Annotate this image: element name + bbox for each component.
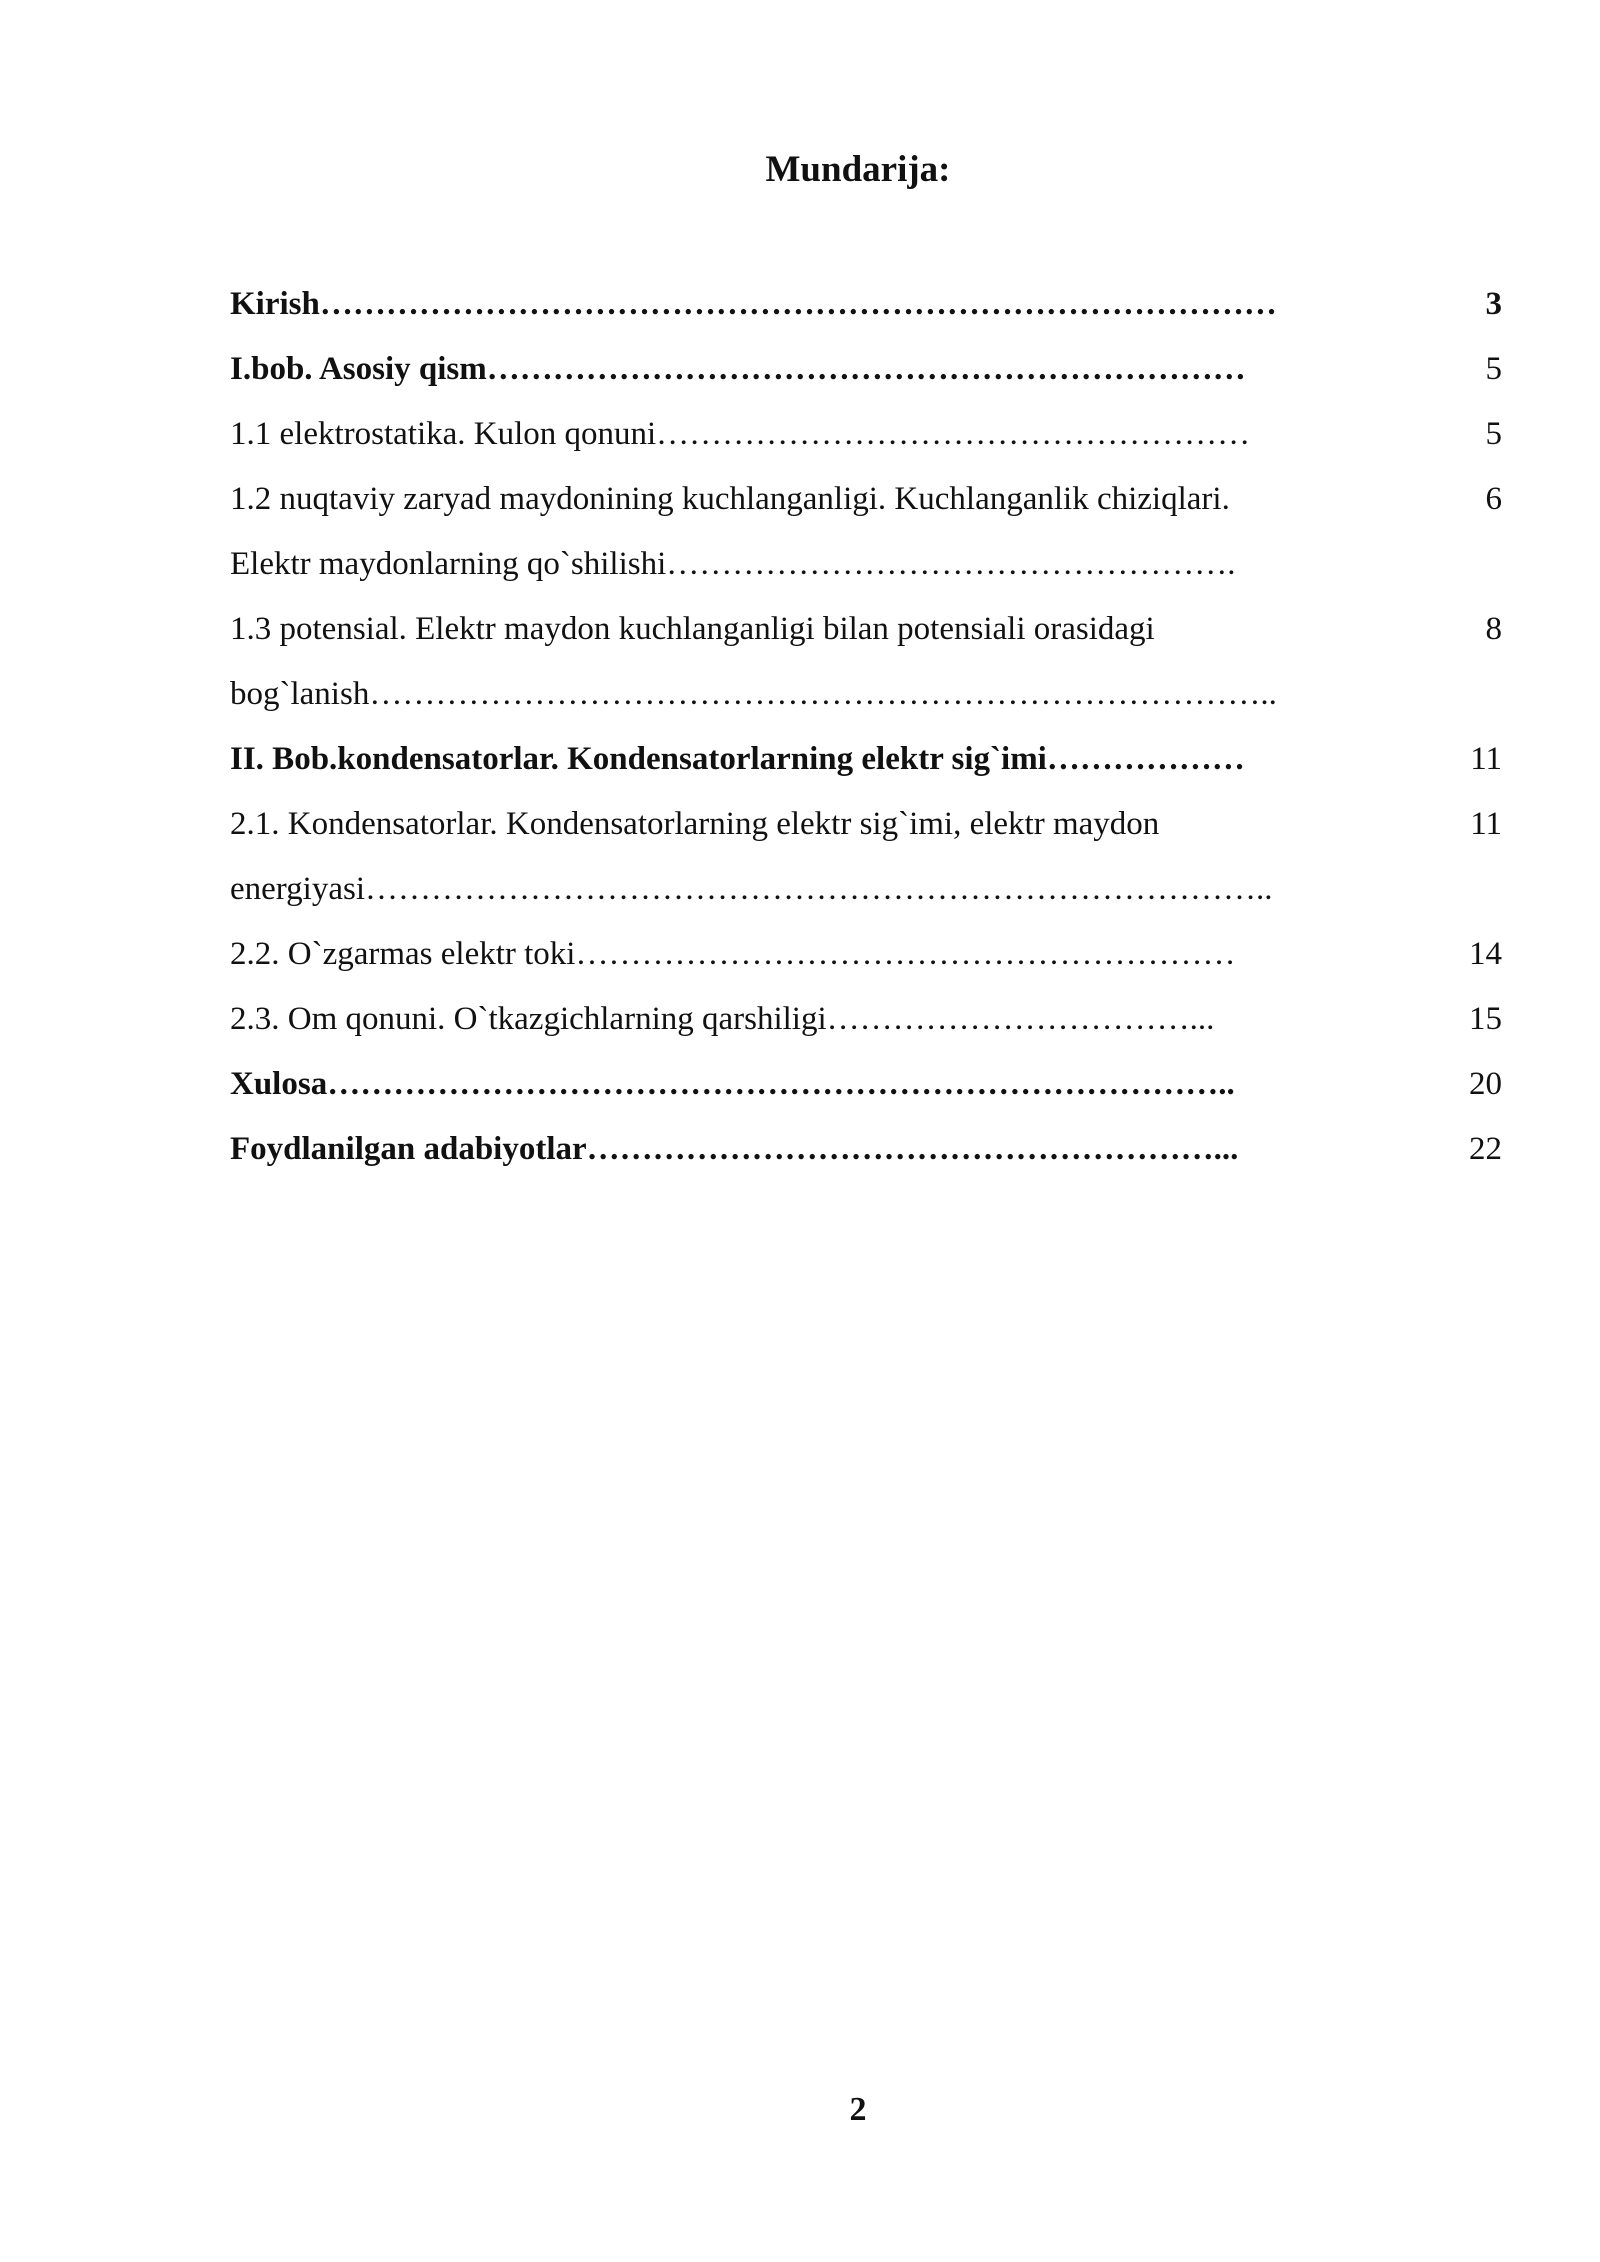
toc-entry-xulosa (230, 1052, 1502, 1117)
toc-entry-text: Kirish…………………………………………………………………………… (230, 286, 1277, 322)
toc-entry-text-continued: bog`lanish……………………………………………………………………….. (230, 676, 1277, 712)
toc-entry-1-3 (230, 597, 1502, 727)
toc-entry-text: II. Bob.kondensatorlar. Kondensatorlarning elektr sig`imi……………… (230, 741, 1245, 777)
toc-entry-1-2 (230, 467, 1502, 597)
toc-entry-chapter-2 (230, 727, 1502, 792)
toc-entry-text: Foydlanilgan adabiyotlar…………………………………………………... (230, 1131, 1239, 1167)
table-of-contents (230, 272, 1502, 1182)
toc-page-number: 20 (1469, 1066, 1502, 1102)
toc-page-number: 5 (1485, 351, 1502, 387)
toc-entry-kirish (230, 272, 1502, 337)
toc-entry-text: 2.2. O`zgarmas elektr toki…………………………………………………… (230, 936, 1236, 972)
toc-entry-text: 1.1 elektrostatika. Kulon qonuni……………………………………………… (230, 416, 1251, 452)
toc-entry-text: 2.3. Om qonuni. O`tkazgichlarning qarshiligi……………………………... (230, 1001, 1215, 1037)
toc-entry-references (230, 1117, 1502, 1182)
toc-page-number: 6 (1485, 481, 1502, 517)
toc-entry-2-1 (230, 792, 1502, 922)
toc-entry-text-continued: Elektr maydonlarning qo`shilishi……………………………………………. (230, 546, 1236, 582)
toc-entry-2-3 (230, 987, 1502, 1052)
toc-page-number: 22 (1469, 1131, 1502, 1167)
toc-page-number: 11 (1470, 741, 1502, 777)
toc-page-number: 15 (1469, 1001, 1502, 1037)
toc-entry-text: 1.2 nuqtaviy zaryad maydonining kuchlanganligi. Kuchlanganlik chiziqlari. (230, 481, 1230, 517)
toc-page-number: 11 (1470, 806, 1502, 842)
toc-entry-text: 2.1. Kondensatorlar. Kondensatorlarning elektr sig`imi, elektr maydon (230, 806, 1160, 842)
page-title: Mundarija: (765, 149, 951, 190)
toc-page-number: 5 (1485, 416, 1502, 452)
toc-entry-chapter-1 (230, 337, 1502, 402)
toc-entry-text: Xulosa……………………………………………………………………….. (230, 1066, 1235, 1102)
toc-entry-text-continued: energiyasi……………………………………………………………………….. (230, 871, 1273, 907)
toc-entry-text: I.bob. Asosiy qism…………………………………………………………… (230, 351, 1246, 387)
toc-page-number: 8 (1485, 611, 1502, 647)
toc-page-number: 14 (1469, 936, 1502, 972)
toc-entry-text: 1.3 potensial. Elektr maydon kuchlanganligi bilan potensiali orasidagi (230, 611, 1155, 647)
toc-entry-1-1 (230, 402, 1502, 467)
toc-entry-2-2 (230, 922, 1502, 987)
page-number: 2 (849, 2091, 867, 2128)
toc-page-number: 3 (1485, 286, 1502, 322)
